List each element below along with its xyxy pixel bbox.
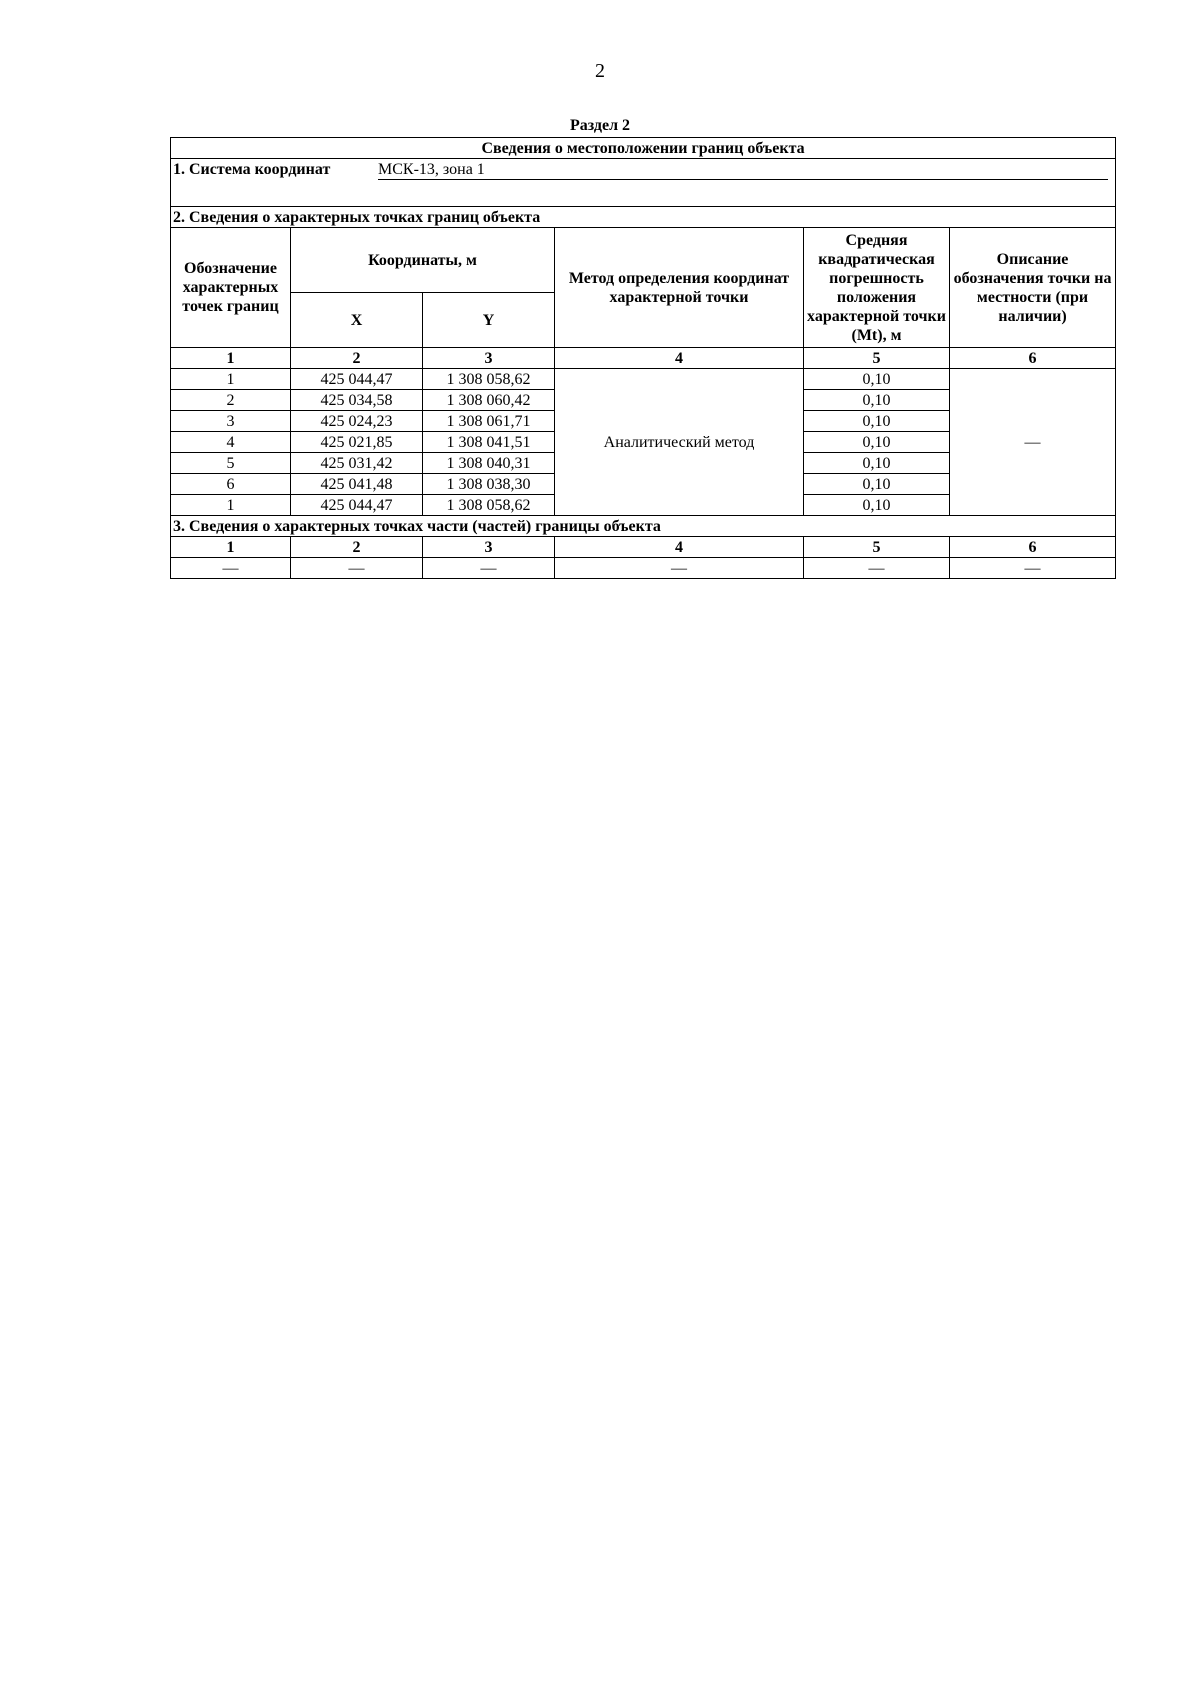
header-designation: Обозначение характерных точек границ xyxy=(171,228,291,348)
header-error: Средняя квадратическая погрешность положения характерной точки (Mt), м xyxy=(804,228,950,348)
point-x: 425 034,58 xyxy=(291,390,423,411)
point-x: 425 021,85 xyxy=(291,432,423,453)
point-y: 1 308 061,71 xyxy=(423,411,555,432)
part-section-row xyxy=(171,516,1116,537)
part-column-numbers-row xyxy=(171,537,1116,558)
header-y: Y xyxy=(423,293,555,348)
point-mt: 0,10 xyxy=(804,411,950,432)
point-y: 1 308 060,42 xyxy=(423,390,555,411)
point-id: 5 xyxy=(171,453,291,474)
column-number: 5 xyxy=(804,537,950,558)
point-mt: 0,10 xyxy=(804,390,950,411)
points-section-title: 2. Сведения о характерных точках границ объекта xyxy=(171,207,1116,228)
table-row xyxy=(171,369,1116,390)
page-number: 2 xyxy=(595,60,605,82)
coord-system-label: 1. Система координат xyxy=(173,161,331,178)
part-section-title: 3. Сведения о характерных точках части (частей) границы объекта xyxy=(171,516,1116,537)
table-title-row xyxy=(171,138,1116,159)
point-x: 425 024,23 xyxy=(291,411,423,432)
point-mt: 0,10 xyxy=(804,453,950,474)
header-coordinates: Координаты, м xyxy=(291,228,555,293)
part-value: — xyxy=(291,558,423,579)
column-number: 2 xyxy=(291,348,423,369)
point-x: 425 031,42 xyxy=(291,453,423,474)
description-value: — xyxy=(950,369,1116,516)
point-id: 1 xyxy=(171,369,291,390)
part-value: — xyxy=(555,558,804,579)
column-number: 6 xyxy=(950,348,1116,369)
point-y: 1 308 040,31 xyxy=(423,453,555,474)
part-value: — xyxy=(423,558,555,579)
column-number: 3 xyxy=(423,537,555,558)
header-row xyxy=(171,228,1116,293)
header-x: X xyxy=(291,293,423,348)
method-value: Аналитический метод xyxy=(555,369,804,516)
point-x: 425 044,47 xyxy=(291,369,423,390)
point-mt: 0,10 xyxy=(804,432,950,453)
point-id: 1 xyxy=(171,495,291,516)
table-title: Сведения о местоположении границ объекта xyxy=(171,138,1116,159)
column-number: 5 xyxy=(804,348,950,369)
point-id: 6 xyxy=(171,474,291,495)
point-y: 1 308 041,51 xyxy=(423,432,555,453)
part-value: — xyxy=(804,558,950,579)
header-method: Метод определения координат характерной точки xyxy=(555,228,804,348)
header-description: Описание обозначения точки на местности (при наличии) xyxy=(950,228,1116,348)
point-mt: 0,10 xyxy=(804,474,950,495)
part-row xyxy=(171,558,1116,579)
column-number: 6 xyxy=(950,537,1116,558)
column-numbers-row xyxy=(171,348,1116,369)
column-number: 3 xyxy=(423,348,555,369)
part-value: — xyxy=(950,558,1116,579)
point-y: 1 308 058,62 xyxy=(423,369,555,390)
coord-system-row xyxy=(171,159,1116,207)
point-id: 2 xyxy=(171,390,291,411)
point-y: 1 308 058,62 xyxy=(423,495,555,516)
point-y: 1 308 038,30 xyxy=(423,474,555,495)
column-number: 2 xyxy=(291,537,423,558)
point-x: 425 041,48 xyxy=(291,474,423,495)
point-mt: 0,10 xyxy=(804,369,950,390)
section-title: Раздел 2 xyxy=(569,117,631,134)
boundary-table xyxy=(170,137,1116,579)
point-id: 4 xyxy=(171,432,291,453)
column-number: 4 xyxy=(555,348,804,369)
column-number: 1 xyxy=(171,348,291,369)
point-mt: 0,10 xyxy=(804,495,950,516)
column-number: 1 xyxy=(171,537,291,558)
point-id: 3 xyxy=(171,411,291,432)
column-number: 4 xyxy=(555,537,804,558)
points-section-row xyxy=(171,207,1116,228)
part-value: — xyxy=(171,558,291,579)
coord-system-value: МСК-13, зона 1 xyxy=(378,160,1108,180)
point-x: 425 044,47 xyxy=(291,495,423,516)
